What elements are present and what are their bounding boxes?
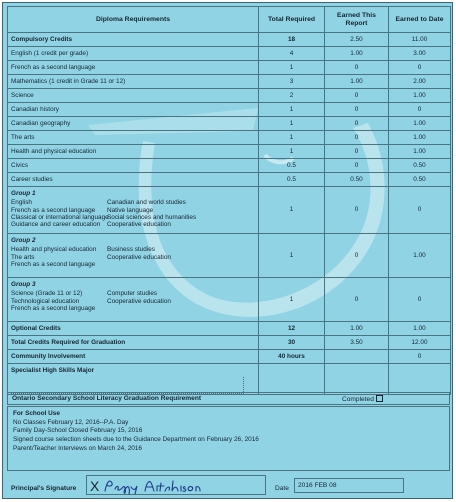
- row-label: Health and physical education: [8, 145, 259, 159]
- empty-cell: [259, 364, 325, 395]
- handwritten-signature: [101, 477, 221, 495]
- row-date: 3.00: [389, 47, 451, 61]
- row-report: 0: [325, 278, 389, 322]
- row-report: 0: [325, 234, 389, 278]
- row-date: 1.00: [389, 322, 451, 336]
- community-involvement-row: [8, 350, 451, 364]
- row-report: 2.50: [325, 33, 389, 47]
- row-total: 1: [259, 117, 325, 131]
- group-course: Technological education: [11, 297, 80, 305]
- row-date: 0.50: [389, 173, 451, 187]
- group-course: Classical or international language: [11, 214, 109, 222]
- group-course: English: [11, 199, 32, 207]
- group-course: Canadian and world studies: [107, 199, 186, 207]
- row-date: 1.00: [389, 117, 451, 131]
- row-report: 0.50: [325, 173, 389, 187]
- group-course: Science (Grade 11 or 12): [11, 290, 83, 298]
- group-course: Cooperative education: [107, 253, 171, 261]
- row-date: 0: [389, 278, 451, 322]
- row-date: 11.00: [389, 33, 451, 47]
- school-use-notes: [7, 406, 450, 471]
- row-total: 3: [259, 75, 325, 89]
- row-total: 1: [259, 278, 325, 322]
- group-course: Native language: [107, 206, 154, 214]
- completed-checkbox: [376, 395, 383, 402]
- empty-cell: [389, 364, 451, 395]
- row-total: 0.5: [259, 173, 325, 187]
- completed-indicator: [342, 395, 383, 403]
- row-date: 1.00: [389, 131, 451, 145]
- header-earned-date: Earned to Date: [389, 7, 451, 33]
- table-row: [8, 47, 451, 61]
- signature-area: [7, 475, 450, 497]
- row-report: 3.50: [325, 336, 389, 350]
- table-row: [8, 33, 451, 47]
- row-report: 1.00: [325, 75, 389, 89]
- completed-label: Completed: [342, 396, 374, 403]
- row-label: The arts: [8, 131, 259, 145]
- row-total: 12: [259, 322, 325, 336]
- group-title: Group 2: [11, 237, 36, 244]
- group-course: Computer studies: [107, 290, 158, 298]
- row-total: 2: [259, 89, 325, 103]
- specialist-row: [8, 364, 451, 395]
- row-date: 0: [389, 103, 451, 117]
- row-total: 40 hours: [259, 350, 325, 364]
- group-title: Group 3: [11, 281, 36, 288]
- group-course: Business studies: [107, 246, 155, 254]
- row-label: Canadian history: [8, 103, 259, 117]
- row-date: 0: [389, 187, 451, 234]
- row-total: 0.5: [259, 159, 325, 173]
- header-total-required: Total Required: [259, 7, 325, 33]
- table-row: [8, 131, 451, 145]
- row-report: 0: [325, 131, 389, 145]
- row-label: Compulsory Credits: [8, 33, 259, 47]
- row-report: [325, 350, 389, 364]
- table-row: [8, 61, 451, 75]
- table-row: [8, 159, 451, 173]
- row-report: 0: [325, 145, 389, 159]
- group-row: [8, 234, 451, 278]
- literacy-requirement-row: [7, 392, 450, 405]
- diploma-requirements-table: [7, 6, 451, 395]
- group-3-cell: [8, 278, 259, 322]
- report-card-sheet: [2, 2, 453, 499]
- group-1-cell: [8, 187, 259, 234]
- row-date: 1.00: [389, 89, 451, 103]
- literacy-label: Ontario Secondary School Literacy Graduation Requirement: [12, 395, 202, 402]
- group-2-cell: [8, 234, 259, 278]
- table-row: [8, 117, 451, 131]
- row-date: 0.50: [389, 159, 451, 173]
- row-label: Civics: [8, 159, 259, 173]
- group-course: Cooperative education: [107, 297, 171, 305]
- group-course: Cooperative education: [107, 221, 171, 229]
- row-report: 0: [325, 159, 389, 173]
- group-row: [8, 278, 451, 322]
- row-label: Mathematics (1 credit in Grade 11 or 12): [8, 75, 259, 89]
- row-total: 1: [259, 103, 325, 117]
- row-report: 0: [325, 117, 389, 131]
- row-total: 1: [259, 145, 325, 159]
- row-report: 1.00: [325, 47, 389, 61]
- specialist-cell: [8, 364, 259, 395]
- row-date: 12.00: [389, 336, 451, 350]
- row-report: 0: [325, 103, 389, 117]
- table-row: [8, 89, 451, 103]
- row-total: 1: [259, 61, 325, 75]
- optional-credits-row: [8, 322, 451, 336]
- table-row: [8, 103, 451, 117]
- group-course: French as a second language: [11, 206, 96, 214]
- school-use-line: No Classes February 12, 2016--P.A. Day: [13, 418, 129, 426]
- table-row: [8, 145, 451, 159]
- row-label: Optional Credits: [8, 322, 259, 336]
- row-report: 0: [325, 61, 389, 75]
- table-row: [8, 75, 451, 89]
- school-use-line: Signed course selection sheets due to the Guidance Department on February 26, 2016: [13, 435, 259, 443]
- row-total: 4: [259, 47, 325, 61]
- row-total: 30: [259, 336, 325, 350]
- school-use-title: For School Use: [13, 410, 60, 417]
- signature-mark: X: [90, 478, 100, 494]
- row-report: 1.00: [325, 322, 389, 336]
- group-course: Guidance and career education: [11, 221, 101, 229]
- row-report: 0: [325, 187, 389, 234]
- row-label: Science: [8, 89, 259, 103]
- group-course: Social sciences and humanities: [107, 214, 197, 222]
- row-date: 0: [389, 350, 451, 364]
- graduation-credits-row: [8, 336, 451, 350]
- row-label: Career studies: [8, 173, 259, 187]
- header-requirements: Diploma Requirements: [8, 7, 259, 33]
- row-date: 0: [389, 61, 451, 75]
- school-use-line: Parent/Teacher Interviews on March 24, 2016: [13, 444, 142, 452]
- date-value: 2016 FEB 08: [294, 478, 404, 493]
- empty-cell: [325, 364, 389, 395]
- signature-box: [86, 475, 266, 495]
- row-label: Community Involvement: [8, 350, 259, 364]
- row-total: 18: [259, 33, 325, 47]
- row-date: 1.00: [389, 234, 451, 278]
- row-label: Total Credits Required for Graduation: [8, 336, 259, 350]
- group-course: The arts: [11, 253, 35, 261]
- row-label: Canadian geography: [8, 117, 259, 131]
- row-date: 1.00: [389, 145, 451, 159]
- row-total: 1: [259, 234, 325, 278]
- group-course: French as a second language: [11, 261, 96, 269]
- row-label: French as a second language: [8, 61, 259, 75]
- header-earned-report: Earned This Report: [325, 7, 389, 33]
- table-header-row: [8, 7, 451, 33]
- date-label: Date: [275, 485, 289, 492]
- specialist-label: Specialist High Skills Major: [11, 367, 95, 374]
- group-row: [8, 187, 451, 234]
- school-use-line: Family Day-School Closed February 15, 2016: [13, 427, 143, 435]
- group-course: Health and physical education: [11, 246, 97, 254]
- row-label: English (1 credit per grade): [8, 47, 259, 61]
- row-total: 1: [259, 131, 325, 145]
- row-date: 2.00: [389, 75, 451, 89]
- table-row: [8, 173, 451, 187]
- group-title: Group 1: [11, 190, 36, 197]
- row-report: 0: [325, 89, 389, 103]
- signature-label: Principal's Signature: [11, 485, 77, 492]
- row-total: 1: [259, 187, 325, 234]
- group-course: French as a second language: [11, 305, 96, 313]
